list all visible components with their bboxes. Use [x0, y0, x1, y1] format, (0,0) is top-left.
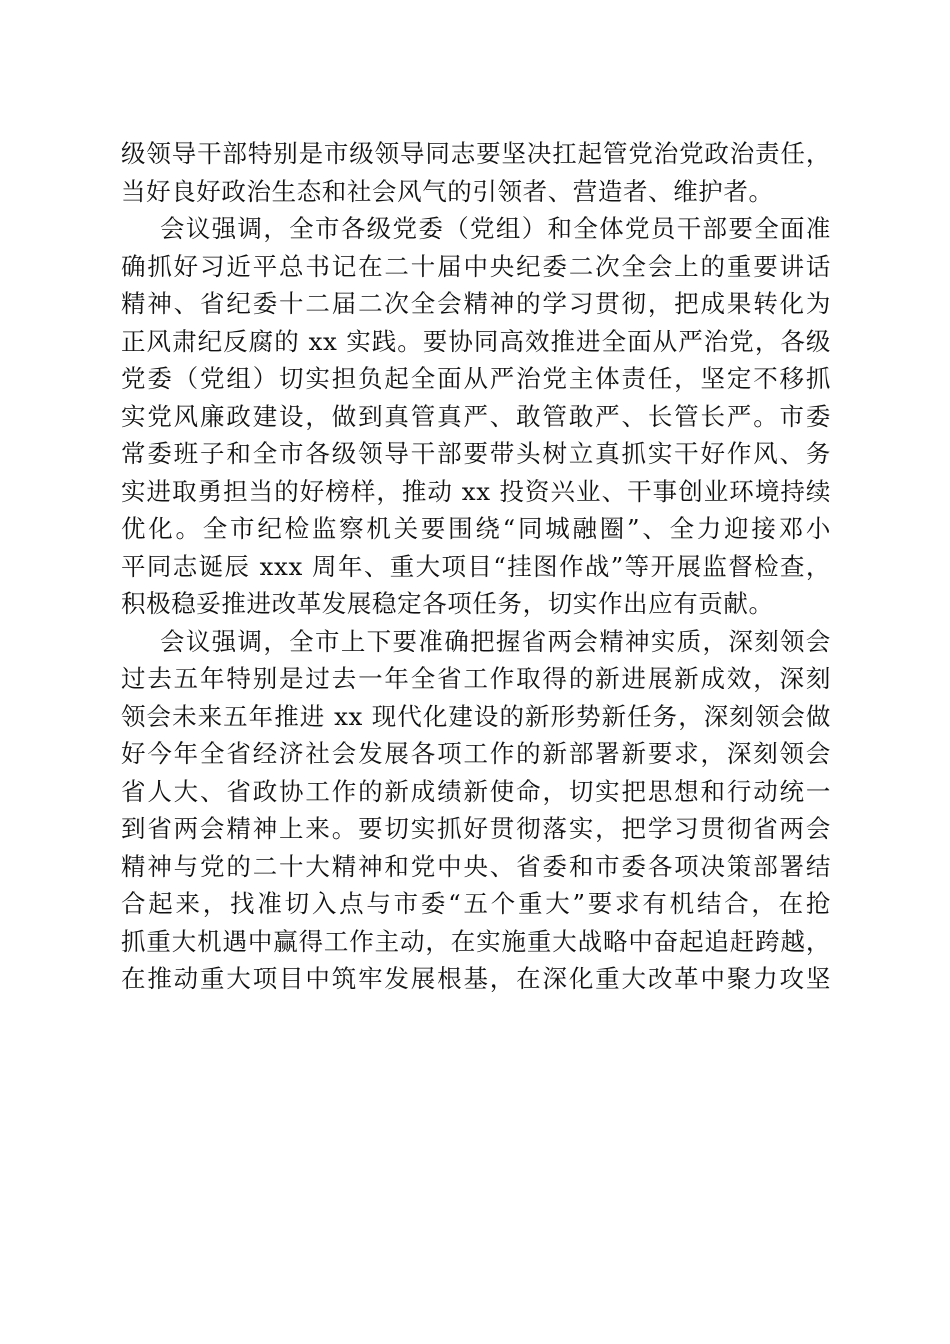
text-line: 确抓好习近平总书记在二十届中央纪委二次全会上的重要讲话 — [121, 251, 831, 281]
text-line: 精神与党的二十大精神和党中央、省委和市委各项决策部署结 — [121, 851, 831, 881]
text-line: 级领导干部特别是市级领导同志要坚决扛起管党治党政治责任， — [121, 139, 831, 168]
text-line: 实进取勇担当的好榜样，推动 xx 投资兴业、干事创业环境持续 — [121, 476, 831, 506]
text-line: 正风肃纪反腐的 xx 实践。要协同高效推进全面从严治党，各级 — [121, 326, 831, 356]
text-line: 常委班子和全市各级领导干部要带头树立真抓实干好作风、务 — [121, 439, 831, 468]
text-line: 当好良好政治生态和社会风气的引领者、营造者、维护者。 — [121, 176, 774, 206]
text-line: 平同志诞辰 xxx 周年、重大项目“挂图作战”等开展监督检查， — [121, 551, 831, 581]
text-line: 精神、省纪委十二届二次全会精神的学习贯彻，把成果转化为 — [121, 289, 831, 318]
text-line: 党委（党组）切实担负起全面从严治党主体责任，坚定不移抓 — [121, 364, 831, 393]
paragraph-start-line: 会议强调，全市上下要准确把握省两会精神实质，深刻领会 — [160, 626, 831, 656]
text-line: 实党风廉政建设，做到真管真严、敢管敢严、长管长严。市委 — [121, 401, 831, 431]
text-line: 过去五年特别是过去一年全省工作取得的新进展新成效，深刻 — [121, 664, 831, 693]
text-line: 到省两会精神上来。要切实抓好贯彻落实，把学习贯彻省两会 — [121, 814, 831, 843]
paragraph-start-line: 会议强调，全市各级党委（党组）和全体党员干部要全面准 — [160, 214, 831, 243]
document-body — [121, 135, 831, 998]
text-line: 好今年全省经济社会发展各项工作的新部署新要求，深刻领会 — [121, 739, 831, 768]
text-line: 抓重大机遇中赢得工作主动，在实施重大战略中奋起追赶跨越， — [121, 926, 831, 956]
text-line: 省人大、省政协工作的新成绩新使命，切实把思想和行动统一 — [121, 776, 831, 806]
text-line: 优化。全市纪检监察机关要围绕“同城融圈”、全力迎接邓小 — [121, 514, 831, 543]
text-line: 领会未来五年推进 xx 现代化建设的新形势新任务，深刻领会做 — [121, 701, 831, 731]
text-line: 在推动重大项目中筑牢发展根基，在深化重大改革中聚力攻坚 — [121, 964, 831, 993]
text-line: 合起来，找准切入点与市委“五个重大”要求有机结合，在抢 — [121, 889, 831, 918]
text-line: 积极稳妥推进改革发展稳定各项任务，切实作出应有贡献。 — [121, 589, 774, 618]
